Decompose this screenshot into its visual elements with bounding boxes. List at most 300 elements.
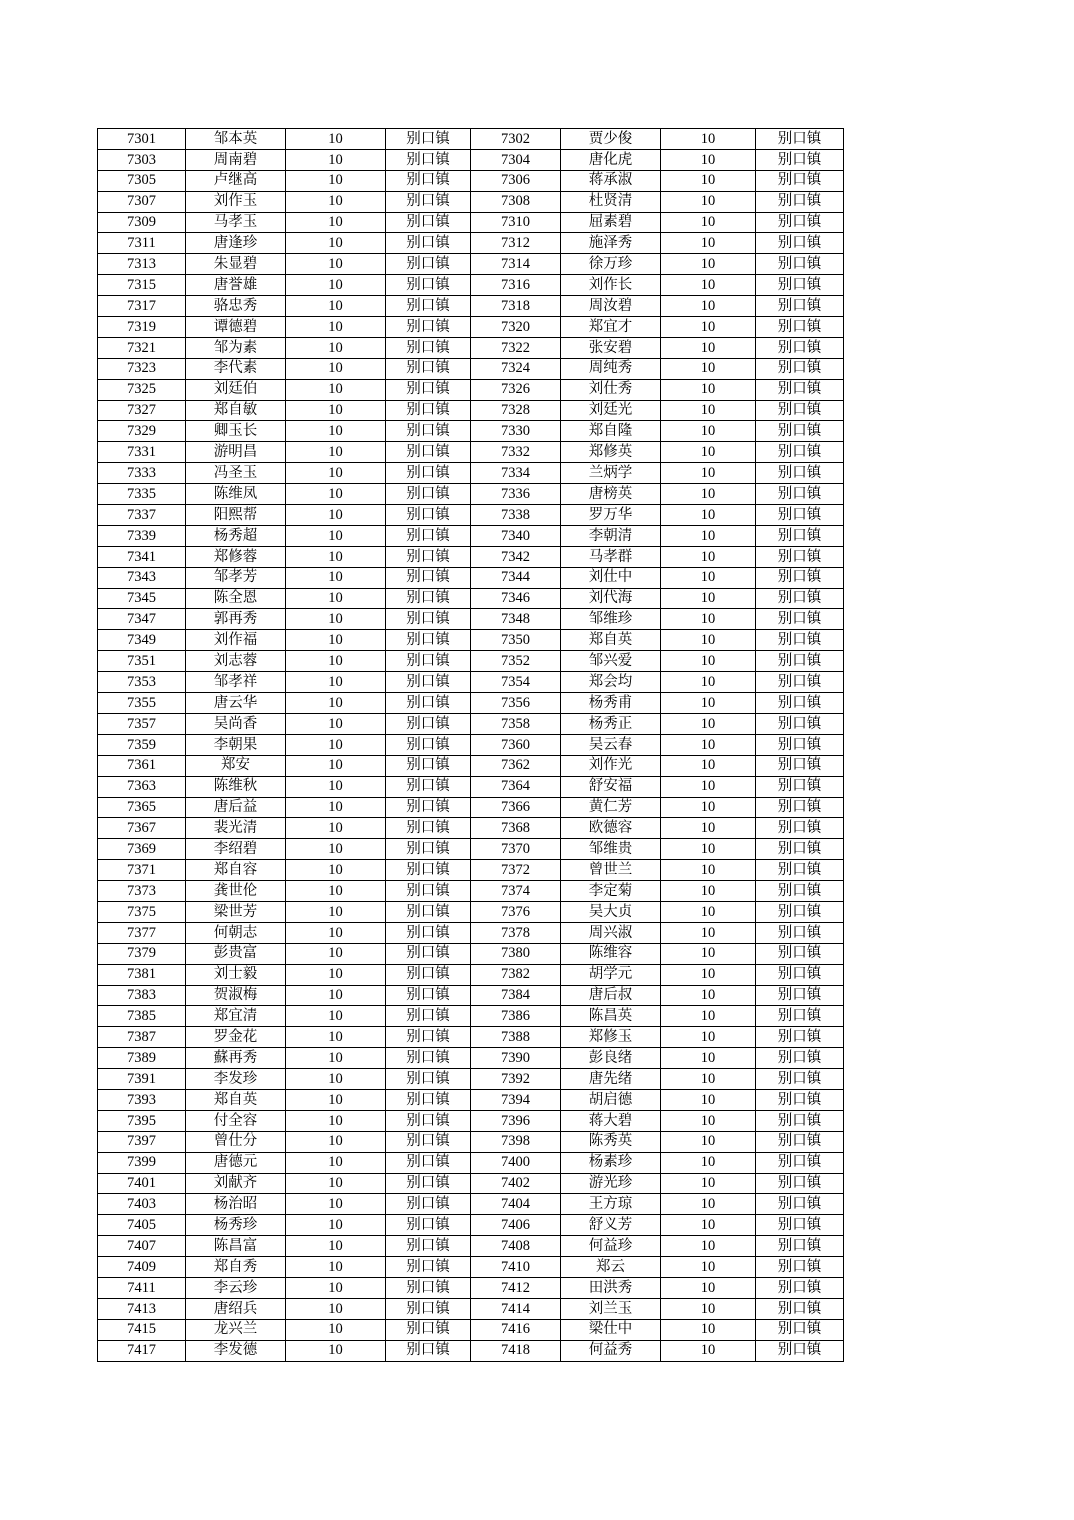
- cell-id: 7400: [471, 1152, 561, 1173]
- cell-name: 郑宜清: [186, 1006, 286, 1027]
- cell-count: 10: [286, 755, 386, 776]
- cell-town: 别口镇: [386, 296, 471, 317]
- table-row: [98, 943, 844, 964]
- cell-id: 7398: [471, 1131, 561, 1152]
- cell-name: 唐德元: [186, 1152, 286, 1173]
- cell-count: 10: [286, 839, 386, 860]
- cell-town: 别口镇: [756, 1298, 844, 1319]
- cell-name: 杨秀正: [561, 713, 661, 734]
- cell-town: 别口镇: [386, 943, 471, 964]
- cell-count: 10: [286, 1027, 386, 1048]
- cell-id: 7411: [98, 1277, 186, 1298]
- cell-name: 贺淑梅: [186, 985, 286, 1006]
- cell-count: 10: [286, 776, 386, 797]
- cell-town: 别口镇: [386, 1173, 471, 1194]
- cell-town: 别口镇: [756, 1069, 844, 1090]
- cell-count: 10: [286, 358, 386, 379]
- cell-name: 郑修玉: [561, 1027, 661, 1048]
- cell-town: 别口镇: [386, 129, 471, 150]
- cell-town: 别口镇: [386, 1152, 471, 1173]
- cell-id: 7303: [98, 149, 186, 170]
- table-row: [98, 1152, 844, 1173]
- cell-count: 10: [661, 1277, 756, 1298]
- cell-town: 别口镇: [756, 734, 844, 755]
- table-row: [98, 567, 844, 588]
- cell-town: 别口镇: [386, 505, 471, 526]
- cell-name: 周汝碧: [561, 296, 661, 317]
- cell-id: 7365: [98, 797, 186, 818]
- cell-id: 7349: [98, 630, 186, 651]
- cell-count: 10: [286, 713, 386, 734]
- table-row: [98, 484, 844, 505]
- cell-name: 李发珍: [186, 1069, 286, 1090]
- table-row: [98, 1194, 844, 1215]
- cell-id: 7302: [471, 129, 561, 150]
- cell-count: 10: [286, 212, 386, 233]
- cell-town: 别口镇: [756, 1173, 844, 1194]
- cell-name: 郑修英: [561, 442, 661, 463]
- cell-id: 7354: [471, 672, 561, 693]
- cell-count: 10: [286, 567, 386, 588]
- table-row: [98, 525, 844, 546]
- cell-count: 10: [661, 1027, 756, 1048]
- cell-count: 10: [661, 734, 756, 755]
- cell-id: 7367: [98, 818, 186, 839]
- cell-id: 7407: [98, 1236, 186, 1257]
- cell-town: 别口镇: [756, 881, 844, 902]
- cell-id: 7408: [471, 1236, 561, 1257]
- table-row: [98, 1089, 844, 1110]
- cell-town: 别口镇: [386, 1319, 471, 1340]
- cell-id: 7322: [471, 337, 561, 358]
- cell-town: 别口镇: [386, 421, 471, 442]
- cell-town: 别口镇: [386, 191, 471, 212]
- cell-town: 别口镇: [386, 964, 471, 985]
- cell-town: 别口镇: [756, 421, 844, 442]
- cell-name: 唐誉雄: [186, 275, 286, 296]
- cell-count: 10: [661, 672, 756, 693]
- cell-count: 10: [661, 212, 756, 233]
- cell-count: 10: [286, 505, 386, 526]
- cell-name: 李绍碧: [186, 839, 286, 860]
- cell-count: 10: [661, 254, 756, 275]
- table-row: [98, 129, 844, 150]
- cell-town: 别口镇: [756, 1277, 844, 1298]
- table-row: [98, 1006, 844, 1027]
- table-row: [98, 713, 844, 734]
- cell-town: 别口镇: [386, 1257, 471, 1278]
- table-row: [98, 170, 844, 191]
- cell-count: 10: [286, 922, 386, 943]
- cell-town: 别口镇: [756, 1110, 844, 1131]
- cell-name: 刘兰玉: [561, 1298, 661, 1319]
- cell-name: 曾仕分: [186, 1131, 286, 1152]
- table-row: [98, 901, 844, 922]
- table-row: [98, 776, 844, 797]
- cell-id: 7310: [471, 212, 561, 233]
- cell-id: 7312: [471, 233, 561, 254]
- cell-count: 10: [286, 191, 386, 212]
- cell-name: 陈秀英: [561, 1131, 661, 1152]
- cell-name: 邹孝芳: [186, 567, 286, 588]
- cell-count: 10: [286, 149, 386, 170]
- table-row: [98, 839, 844, 860]
- cell-id: 7309: [98, 212, 186, 233]
- cell-id: 7403: [98, 1194, 186, 1215]
- cell-count: 10: [661, 358, 756, 379]
- cell-id: 7386: [471, 1006, 561, 1027]
- cell-id: 7342: [471, 546, 561, 567]
- cell-id: 7337: [98, 505, 186, 526]
- cell-id: 7369: [98, 839, 186, 860]
- cell-count: 10: [661, 797, 756, 818]
- cell-count: 10: [661, 275, 756, 296]
- cell-id: 7326: [471, 379, 561, 400]
- cell-town: 别口镇: [386, 1298, 471, 1319]
- cell-town: 别口镇: [756, 317, 844, 338]
- cell-name: 吴大贞: [561, 901, 661, 922]
- cell-count: 10: [661, 1236, 756, 1257]
- cell-count: 10: [661, 129, 756, 150]
- cell-count: 10: [286, 317, 386, 338]
- cell-town: 别口镇: [386, 525, 471, 546]
- cell-town: 别口镇: [756, 818, 844, 839]
- cell-name: 欧德容: [561, 818, 661, 839]
- cell-id: 7320: [471, 317, 561, 338]
- cell-id: 7311: [98, 233, 186, 254]
- cell-name: 陈维容: [561, 943, 661, 964]
- cell-id: 7372: [471, 860, 561, 881]
- cell-count: 10: [286, 1215, 386, 1236]
- cell-count: 10: [286, 901, 386, 922]
- cell-count: 10: [286, 985, 386, 1006]
- cell-name: 邹本英: [186, 129, 286, 150]
- cell-name: 刘仕中: [561, 567, 661, 588]
- table-row: [98, 922, 844, 943]
- cell-name: 施泽秀: [561, 233, 661, 254]
- cell-count: 10: [286, 1257, 386, 1278]
- cell-count: 10: [286, 546, 386, 567]
- table-row: [98, 379, 844, 400]
- cell-count: 10: [286, 964, 386, 985]
- cell-id: 7334: [471, 463, 561, 484]
- cell-count: 10: [661, 1194, 756, 1215]
- table-row: [98, 1236, 844, 1257]
- cell-name: 吴云春: [561, 734, 661, 755]
- cell-name: 陈昌富: [186, 1236, 286, 1257]
- table-row: [98, 191, 844, 212]
- cell-town: 别口镇: [756, 505, 844, 526]
- cell-id: 7390: [471, 1048, 561, 1069]
- cell-name: 黄仁芳: [561, 797, 661, 818]
- cell-town: 别口镇: [756, 1236, 844, 1257]
- cell-name: 李朝清: [561, 525, 661, 546]
- cell-name: 周纯秀: [561, 358, 661, 379]
- cell-town: 别口镇: [386, 1027, 471, 1048]
- table-row: [98, 421, 844, 442]
- cell-name: 周兴淑: [561, 922, 661, 943]
- cell-count: 10: [661, 964, 756, 985]
- cell-count: 10: [286, 275, 386, 296]
- cell-town: 别口镇: [756, 860, 844, 881]
- cell-name: 阳熙帮: [186, 505, 286, 526]
- cell-name: 田洪秀: [561, 1277, 661, 1298]
- cell-id: 7379: [98, 943, 186, 964]
- cell-id: 7391: [98, 1069, 186, 1090]
- table-row: [98, 818, 844, 839]
- cell-id: 7355: [98, 693, 186, 714]
- cell-name: 罗金花: [186, 1027, 286, 1048]
- cell-name: 朱显碧: [186, 254, 286, 275]
- cell-town: 别口镇: [386, 149, 471, 170]
- table-row: [98, 546, 844, 567]
- cell-town: 别口镇: [756, 1152, 844, 1173]
- cell-count: 10: [661, 296, 756, 317]
- cell-town: 别口镇: [756, 275, 844, 296]
- cell-count: 10: [661, 1215, 756, 1236]
- cell-id: 7415: [98, 1319, 186, 1340]
- cell-town: 别口镇: [386, 881, 471, 902]
- cell-count: 10: [661, 1131, 756, 1152]
- cell-town: 别口镇: [386, 734, 471, 755]
- cell-id: 7387: [98, 1027, 186, 1048]
- cell-name: 刘廷光: [561, 400, 661, 421]
- cell-name: 郭再秀: [186, 609, 286, 630]
- cell-town: 别口镇: [756, 1194, 844, 1215]
- cell-name: 郑自秀: [186, 1257, 286, 1278]
- table-row: [98, 985, 844, 1006]
- cell-town: 别口镇: [756, 358, 844, 379]
- cell-count: 10: [661, 505, 756, 526]
- cell-name: 冯圣玉: [186, 463, 286, 484]
- cell-id: 7345: [98, 588, 186, 609]
- cell-town: 别口镇: [756, 943, 844, 964]
- cell-town: 别口镇: [756, 1048, 844, 1069]
- cell-name: 郑自敏: [186, 400, 286, 421]
- cell-town: 别口镇: [756, 755, 844, 776]
- cell-id: 7363: [98, 776, 186, 797]
- cell-name: 周南碧: [186, 149, 286, 170]
- cell-name: 蒋大碧: [561, 1110, 661, 1131]
- cell-town: 别口镇: [386, 1340, 471, 1361]
- table-row: [98, 233, 844, 254]
- cell-name: 游明昌: [186, 442, 286, 463]
- cell-count: 10: [661, 1298, 756, 1319]
- cell-count: 10: [661, 881, 756, 902]
- cell-town: 别口镇: [386, 839, 471, 860]
- cell-name: 唐后叔: [561, 985, 661, 1006]
- cell-id: 7374: [471, 881, 561, 902]
- cell-id: 7336: [471, 484, 561, 505]
- cell-count: 10: [286, 254, 386, 275]
- cell-name: 卢继高: [186, 170, 286, 191]
- cell-name: 兰炳学: [561, 463, 661, 484]
- cell-name: 郑自英: [186, 1089, 286, 1110]
- cell-id: 7401: [98, 1173, 186, 1194]
- cell-count: 10: [661, 985, 756, 1006]
- table-row: [98, 442, 844, 463]
- cell-id: 7346: [471, 588, 561, 609]
- cell-town: 别口镇: [756, 964, 844, 985]
- cell-id: 7344: [471, 567, 561, 588]
- cell-count: 10: [286, 1006, 386, 1027]
- cell-count: 10: [661, 191, 756, 212]
- cell-name: 陈维秋: [186, 776, 286, 797]
- cell-count: 10: [286, 379, 386, 400]
- cell-count: 10: [286, 442, 386, 463]
- table-row: [98, 358, 844, 379]
- cell-name: 刘作光: [561, 755, 661, 776]
- cell-town: 别口镇: [386, 985, 471, 1006]
- cell-count: 10: [661, 1152, 756, 1173]
- table-row: [98, 588, 844, 609]
- cell-town: 别口镇: [386, 212, 471, 233]
- cell-name: 付全容: [186, 1110, 286, 1131]
- table-row: [98, 1298, 844, 1319]
- cell-count: 10: [661, 567, 756, 588]
- cell-town: 别口镇: [756, 484, 844, 505]
- table-row: [98, 1277, 844, 1298]
- cell-id: 7305: [98, 170, 186, 191]
- table-row: [98, 755, 844, 776]
- table-row: [98, 400, 844, 421]
- table-row: [98, 1215, 844, 1236]
- cell-count: 10: [661, 860, 756, 881]
- cell-count: 10: [286, 463, 386, 484]
- cell-id: 7377: [98, 922, 186, 943]
- cell-name: 邹为素: [186, 337, 286, 358]
- cell-id: 7392: [471, 1069, 561, 1090]
- cell-name: 唐后益: [186, 797, 286, 818]
- cell-id: 7329: [98, 421, 186, 442]
- cell-town: 别口镇: [756, 1215, 844, 1236]
- cell-count: 10: [661, 776, 756, 797]
- cell-name: 刘作福: [186, 630, 286, 651]
- cell-name: 游光珍: [561, 1173, 661, 1194]
- cell-count: 10: [286, 651, 386, 672]
- table-row: [98, 630, 844, 651]
- cell-town: 别口镇: [756, 525, 844, 546]
- table-row: [98, 337, 844, 358]
- cell-count: 10: [286, 630, 386, 651]
- cell-town: 别口镇: [756, 212, 844, 233]
- cell-name: 龚世伦: [186, 881, 286, 902]
- cell-town: 别口镇: [756, 672, 844, 693]
- cell-town: 别口镇: [386, 170, 471, 191]
- cell-id: 7304: [471, 149, 561, 170]
- cell-id: 7328: [471, 400, 561, 421]
- cell-id: 7348: [471, 609, 561, 630]
- cell-name: 郑自英: [561, 630, 661, 651]
- cell-name: 唐先绪: [561, 1069, 661, 1090]
- cell-town: 别口镇: [386, 1236, 471, 1257]
- cell-name: 何益珍: [561, 1236, 661, 1257]
- cell-name: 李代素: [186, 358, 286, 379]
- cell-town: 别口镇: [756, 693, 844, 714]
- cell-id: 7388: [471, 1027, 561, 1048]
- cell-name: 屈素碧: [561, 212, 661, 233]
- cell-name: 李朝果: [186, 734, 286, 755]
- cell-name: 蒋承淑: [561, 170, 661, 191]
- cell-town: 别口镇: [386, 818, 471, 839]
- table-row: [98, 651, 844, 672]
- cell-town: 别口镇: [386, 275, 471, 296]
- cell-name: 刘士毅: [186, 964, 286, 985]
- cell-id: 7321: [98, 337, 186, 358]
- cell-name: 郑会均: [561, 672, 661, 693]
- cell-count: 10: [286, 609, 386, 630]
- cell-count: 10: [661, 1319, 756, 1340]
- cell-id: 7393: [98, 1089, 186, 1110]
- cell-id: 7331: [98, 442, 186, 463]
- cell-count: 10: [661, 463, 756, 484]
- cell-name: 龙兴兰: [186, 1319, 286, 1340]
- cell-id: 7358: [471, 713, 561, 734]
- cell-id: 7389: [98, 1048, 186, 1069]
- cell-count: 10: [286, 693, 386, 714]
- cell-id: 7416: [471, 1319, 561, 1340]
- cell-town: 别口镇: [386, 922, 471, 943]
- cell-name: 舒义芳: [561, 1215, 661, 1236]
- cell-id: 7406: [471, 1215, 561, 1236]
- table-row: [98, 1131, 844, 1152]
- cell-name: 邹兴爱: [561, 651, 661, 672]
- roster-table: [97, 128, 844, 1362]
- cell-town: 别口镇: [756, 379, 844, 400]
- cell-count: 10: [286, 1110, 386, 1131]
- cell-town: 别口镇: [386, 776, 471, 797]
- cell-town: 别口镇: [756, 1089, 844, 1110]
- cell-town: 别口镇: [386, 672, 471, 693]
- cell-count: 10: [286, 1048, 386, 1069]
- cell-name: 马孝群: [561, 546, 661, 567]
- cell-town: 别口镇: [386, 379, 471, 400]
- cell-id: 7375: [98, 901, 186, 922]
- cell-id: 7371: [98, 860, 186, 881]
- cell-count: 10: [661, 713, 756, 734]
- cell-count: 10: [286, 797, 386, 818]
- cell-count: 10: [661, 170, 756, 191]
- table-row: [98, 317, 844, 338]
- table-row: [98, 1048, 844, 1069]
- cell-name: 唐逢珍: [186, 233, 286, 254]
- cell-id: 7327: [98, 400, 186, 421]
- cell-count: 10: [286, 296, 386, 317]
- cell-id: 7414: [471, 1298, 561, 1319]
- cell-id: 7315: [98, 275, 186, 296]
- cell-name: 舒安福: [561, 776, 661, 797]
- cell-name: 邹维贵: [561, 839, 661, 860]
- cell-id: 7378: [471, 922, 561, 943]
- cell-id: 7368: [471, 818, 561, 839]
- cell-count: 10: [286, 1131, 386, 1152]
- cell-count: 10: [286, 484, 386, 505]
- cell-count: 10: [661, 818, 756, 839]
- cell-count: 10: [661, 1257, 756, 1278]
- cell-town: 别口镇: [756, 839, 844, 860]
- cell-id: 7357: [98, 713, 186, 734]
- cell-count: 10: [661, 651, 756, 672]
- cell-town: 别口镇: [386, 1131, 471, 1152]
- cell-town: 别口镇: [756, 922, 844, 943]
- cell-count: 10: [661, 1069, 756, 1090]
- cell-name: 唐化虎: [561, 149, 661, 170]
- cell-id: 7335: [98, 484, 186, 505]
- cell-count: 10: [286, 1298, 386, 1319]
- cell-id: 7318: [471, 296, 561, 317]
- cell-id: 7364: [471, 776, 561, 797]
- cell-count: 10: [661, 1173, 756, 1194]
